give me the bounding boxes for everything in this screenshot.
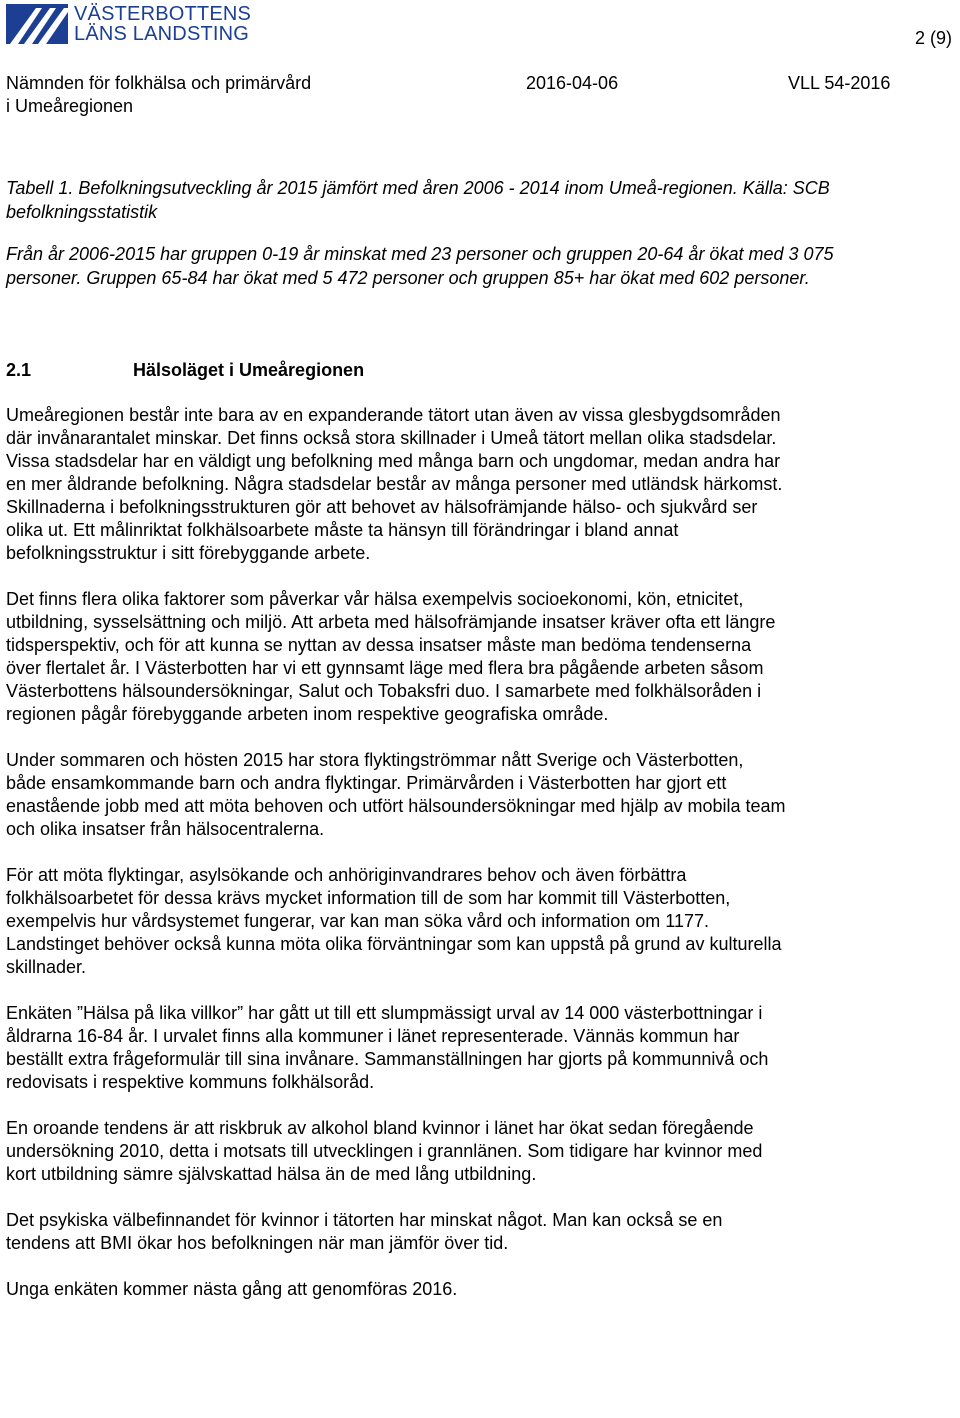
logo-mark-icon [6,4,68,44]
logo-wordmark [74,4,251,44]
paragraph: Under sommaren och hösten 2015 har stora flyktingströmmar nått Sverige och Västerbotten, både ensamkommande barn och andra flyktingar. Primärvården i Västerbotten har gjort ett enastående jobb med att möta behoven och utfört hälsoundersökningar med hjälp av mobila team och olika insatser från hälsocentralerna. [6,750,786,839]
section-title: Hälsoläget i Umeåregionen [133,360,365,380]
paragraph: Det finns flera olika faktorer som påverkar vår hälsa exempelvis socioekonomi, kön, etnicitet, utbildning, sysselsättning och miljö. Att arbeta med hälsofrämjande insatser kräver ofta ett längre tidsperspektiv, och för att kunna se nyttan av dessa insatser måste man bedöma tendenserna över flertalet år. I Västerbotten har vi ett gynnsamt läge med flera bra pågående arbeten såsom Västerbottens hälsoundersökningar, Salut och Tobaksfri duo. I samarbete med folkhälsoråden i regionen pågår förebyggande arbeten inom respektive geografiska område. [6,589,776,724]
organization-logo [6,3,252,46]
paragraph: Umeåregionen består inte bara av en expanderande tätort utan även av vissa glesbygdsområden där invånarantalet minskar. Det finns också stora skillnader i Umeå tätort mellan olika stadsdelar. Vissa stadsdelar har en väldigt ung befolkning med många barn och ungdomar, medan andra har en mer åldrande befolkning. Några stadsdelar består av många personer med utländsk härkomst. Skillnaderna i befolkningsstrukturen gör att behovet av hälsofrämjande hälso- och sjukvård ser olika ut. Ett målinriktat folkhälsoarbete måste ta hänsyn till förändringar i bland annat befolkningsstruktur i sitt förebyggande arbete. [6,405,783,563]
document-date: 2016-04-06 [526,73,619,93]
table-title: Tabell 1. Befolkningsutveckling år 2015 jämfört med åren 2006 - 2014 inom Umeå-regionen. Källa: SCB befolkningsstatistik [6,178,830,222]
document-reference: VLL 54-2016 [788,73,891,93]
logo-line-2: LÄNS LANDSTING [74,23,250,45]
paragraph: Unga enkäten kommer nästa gång att genomföras 2016. [6,1279,458,1299]
paragraph: Det psykiska välbefinnandet för kvinnor i tätorten har minskat något. Man kan också se en tendens att BMI ökar hos befolkningen när man jämför över tid. [6,1210,723,1253]
section-body [6,404,786,1324]
population-summary: Från år 2006-2015 har gruppen 0-19 år minskat med 23 personer och gruppen 20-64 år ökat med 3 075 personer. Gruppen 65-84 har ökat med 5 472 personer och gruppen 85+ har ökat med 602 personer. [6,244,834,288]
committee-name: Nämnden för folkhälsa och primärvård [6,73,312,93]
paragraph: Enkäten ”Hälsa på lika villkor” har gått ut till ett slumpmässigt urval av 14 000 västerbottningar i åldrarna 16-84 år. I urvalet finns alla kommuner i länet representerade. Vännäs kommun har beställt extra frågeformulär till sina invånare. Sammanställningen har gjorts på kommunnivå och redovisats i respektive kommuns folkhälsoråd. [6,1003,769,1092]
table-caption [6,176,866,308]
logo-line-1: VÄSTERBOTTENS [74,3,252,25]
paragraph: En oroande tendens är att riskbruk av alkohol bland kvinnor i länet har ökat sedan föregående undersökning 2010, detta i motsats till utvecklingen i grannlänen. Som tidigare har kvinnor med kort utbildning sämre självskattad hälsa än de med lång utbildning. [6,1118,763,1184]
paragraph: För att möta flyktingar, asylsökande och anhöriginvandrares behov och även förbättra folkhälsoarbetet för dessa krävs mycket information till de som har kommit till Västerbotten, exempelvis hur vårdsystemet fungerar, var kan man söka vård och information om 1177. Landstinget behöver också kunna möta olika förväntningar som kan uppstå på grund av kulturella skillnader. [6,865,782,977]
page-number: 2 (9) [914,28,952,48]
committee-region: i Umeåregionen [6,96,134,116]
section-number: 2.1 [6,360,32,380]
section-heading [6,358,364,382]
